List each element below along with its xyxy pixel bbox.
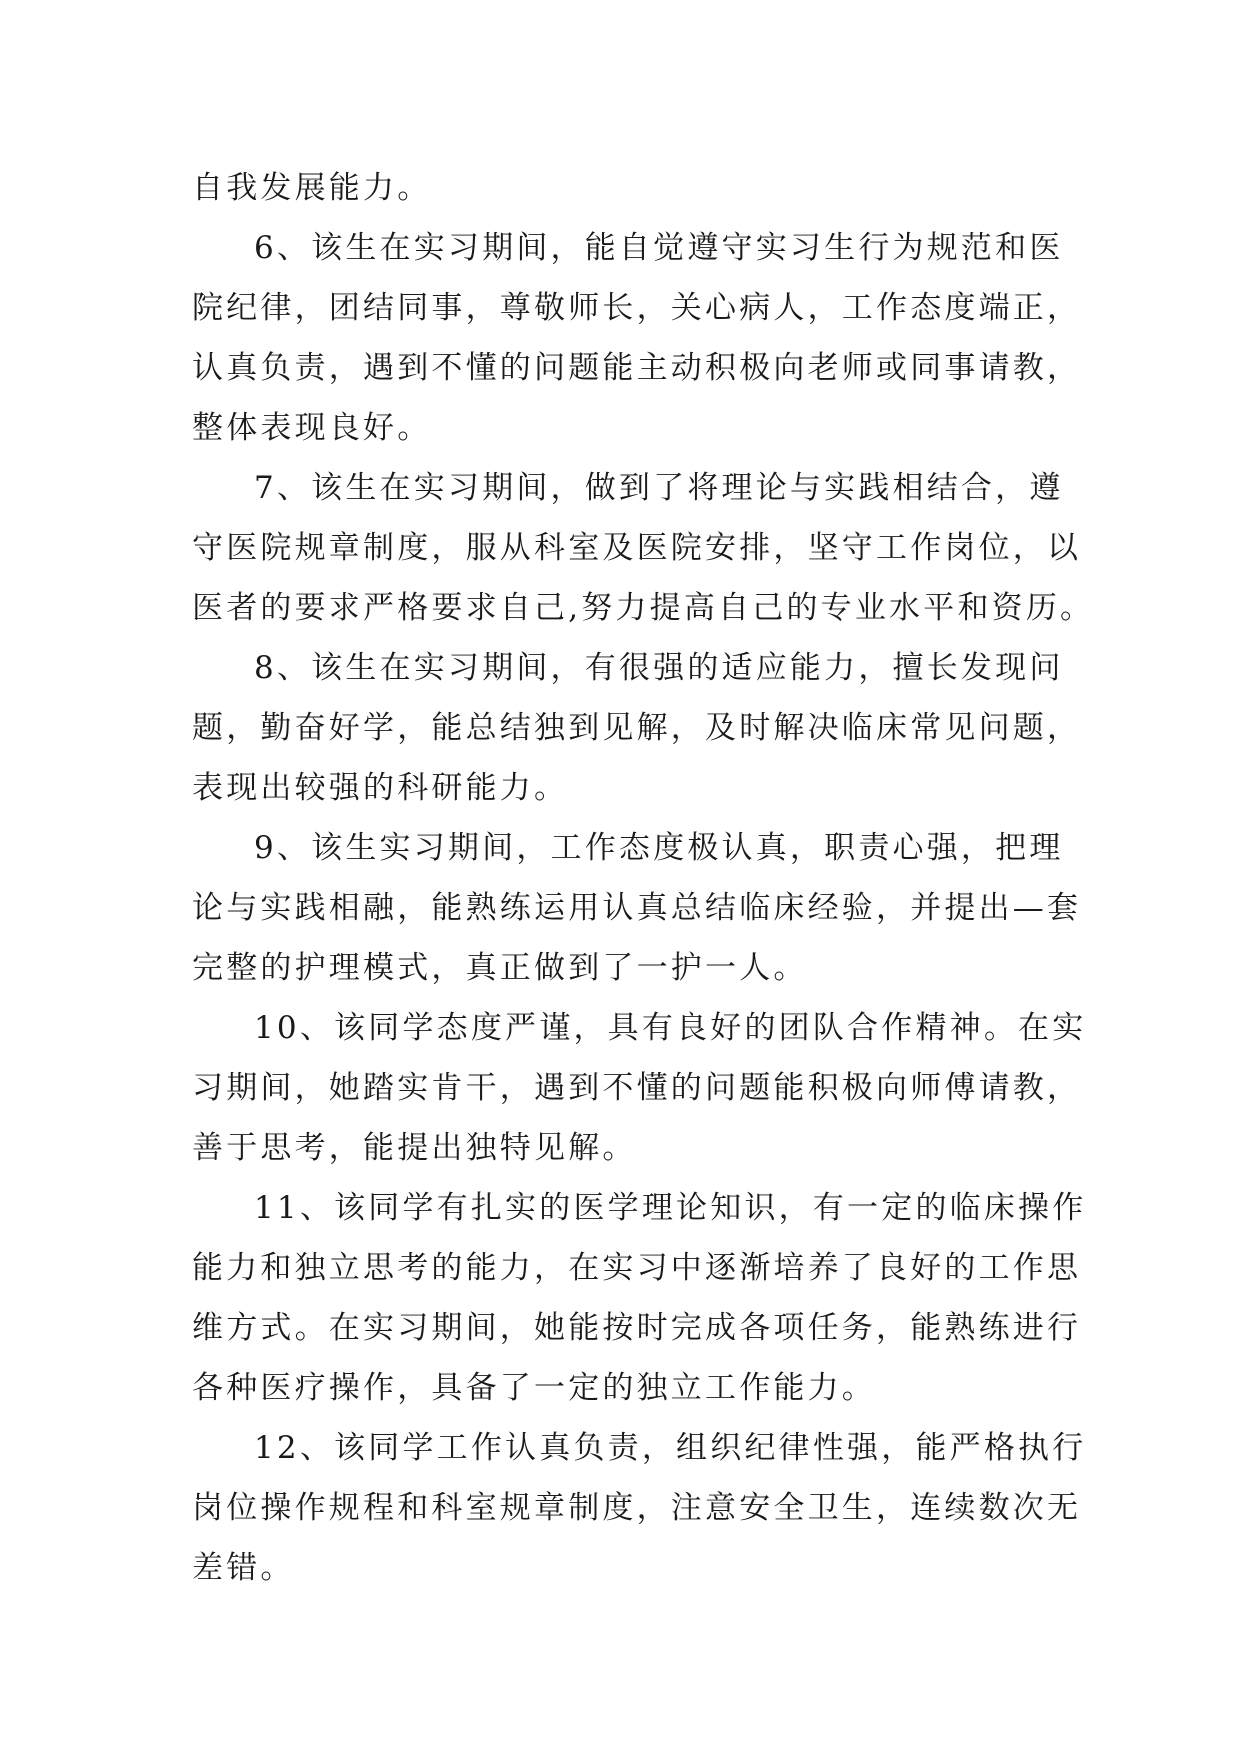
paragraph-11-start: 11、该同学有扎实的医学理论知识，有一定的临床操作 (254, 1190, 1087, 1226)
text-line: 医者的要求严格要求自己,努力提高自己的专业水平和资历。 (192, 590, 1095, 626)
paragraph-7-start: 7、该生在实习期间，做到了将理论与实践相结合，遵 (254, 470, 1064, 506)
paragraph-12-start: 12、该同学工作认真负责，组织纪律性强，能严格执行 (254, 1430, 1087, 1466)
text-line: 完整的护理模式，真正做到了一护一人。 (192, 950, 808, 986)
text-line: 表现出较强的科研能力。 (192, 770, 569, 806)
text-line: 维方式。在实习期间，她能按时完成各项任务，能熟练进行 (192, 1310, 1082, 1346)
text-line: 各种医疗操作，具备了一定的独立工作能力。 (192, 1370, 876, 1406)
text-line: 守医院规章制度，服从科室及医院安排，坚守工作岗位，以 (192, 530, 1082, 566)
text-line: 差错。 (192, 1550, 295, 1586)
text-line: 院纪律，团结同事，尊敬师长，关心病人，工作态度端正， (192, 290, 1082, 326)
text-line: 题，勤奋好学，能总结独到见解，及时解决临床常见问题， (192, 710, 1082, 746)
text-line: 岗位操作规程和科室规章制度，注意安全卫生，连续数次无 (192, 1490, 1082, 1526)
text-line: 认真负责，遇到不懂的问题能主动积极向老师或同事请教， (192, 350, 1082, 386)
text-line: 自我发展能力。 (192, 170, 432, 206)
paragraph-8-start: 8、该生在实习期间，有很强的适应能力，擅长发现问 (254, 650, 1064, 686)
document-body (192, 158, 1095, 1598)
text-line: 论与实践相融，能熟练运用认真总结临床经验，并提出—套 (192, 890, 1082, 926)
paragraph-6-start: 6、该生在实习期间，能自觉遵守实习生行为规范和医 (254, 230, 1064, 266)
text-line: 整体表现良好。 (192, 410, 432, 446)
text-line: 习期间，她踏实肯干，遇到不懂的问题能积极向师傅请教， (192, 1070, 1082, 1106)
text-line: 善于思考，能提出独特见解。 (192, 1130, 637, 1166)
paragraph-10-start: 10、该同学态度严谨，具有良好的团队合作精神。在实 (254, 1010, 1087, 1046)
paragraph-9-start: 9、该生实习期间，工作态度极认真，职责心强，把理 (254, 830, 1064, 866)
text-line: 能力和独立思考的能力，在实习中逐渐培养了良好的工作思 (192, 1250, 1082, 1286)
